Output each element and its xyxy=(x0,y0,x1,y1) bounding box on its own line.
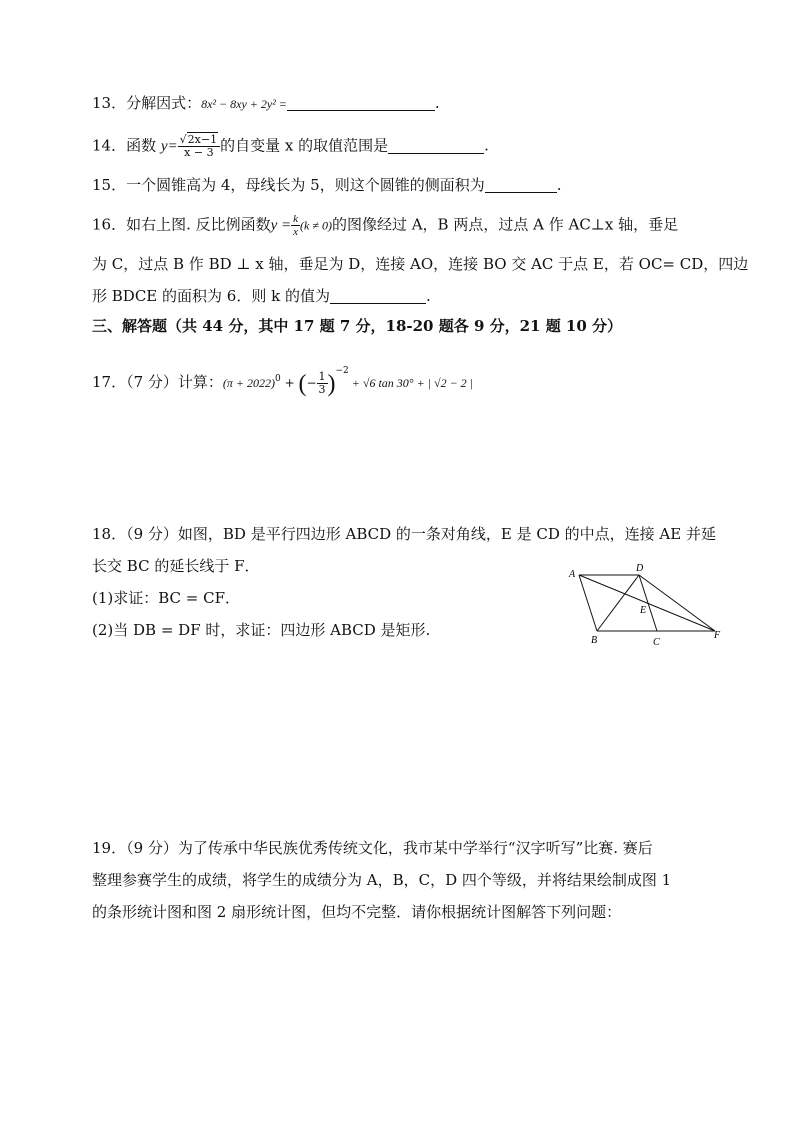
question-16-line-3 xyxy=(92,286,431,306)
q16-period: . xyxy=(425,287,431,305)
question-13 xyxy=(92,93,440,114)
q15-text: 15．一个圆锥高为 4，母线长为 5，则这个圆锥的侧面积为 xyxy=(92,176,485,194)
question-16-line-1 xyxy=(92,213,678,238)
q13-answer-blank[interactable] xyxy=(287,96,435,111)
question-15 xyxy=(92,175,562,195)
side-ab xyxy=(579,575,597,631)
question-18-part-1: (1)求证：BC = CF． xyxy=(92,589,241,607)
question-19-line-3: 的条形统计图和图 2 扇形统计图，但均不完整．请你根据统计图解答下列问题： xyxy=(92,903,622,921)
left-paren-icon: ( xyxy=(298,371,307,397)
q13-expression: 8x² − 8xy + 2y² = xyxy=(201,97,287,111)
q16-line3-text: 形 BDCE 的面积为 6．则 k 的值为 xyxy=(92,287,330,305)
label-d: D xyxy=(636,563,644,574)
question-19-line-2: 整理参赛学生的成绩，将学生的成绩分为 A，B，C，D 四个等级，并将结果绘制成图 1 xyxy=(92,871,672,889)
q16-answer-blank[interactable] xyxy=(330,289,426,304)
question-19-line-1: 19．（9 分）为了传承中华民族优秀传统文化，我市某中学举行“汉字听写”比赛. 赛后 xyxy=(92,839,653,857)
q17-frac-num: 1 xyxy=(318,369,326,383)
q15-answer-blank[interactable] xyxy=(485,178,557,193)
q17-fraction xyxy=(317,371,328,396)
right-paren-icon: ) xyxy=(327,371,336,397)
question-16-line-2: 为 C，过点 B 作 BD ⊥ x 轴，垂足为 D，连接 AO，连接 BO 交 AC 于点 E，若 OC= CD，四边 xyxy=(92,255,749,273)
q14-y: y= xyxy=(160,138,178,155)
q17-label: 17．（7 分）计算： xyxy=(92,373,223,391)
question-18-line-2: 长交 BC 的延长线于 F． xyxy=(92,557,260,575)
label-a: A xyxy=(569,569,576,580)
q14-fraction xyxy=(178,134,220,159)
line-af xyxy=(579,575,715,631)
q14-denominator: x − 3 xyxy=(184,146,214,159)
section-3-heading: 三、解答题（共 44 分，其中 17 题 7 分，18-20 题各 9 分，21 题 10 分） xyxy=(92,317,623,335)
question-18-line-1: 18．（9 分）如图，BD 是平行四边形 ABCD 的一条对角线，E 是 CD 的中点，连接 AE 并延 xyxy=(92,525,716,543)
q14-numerator: 2x−1 xyxy=(187,133,218,146)
label-c: C xyxy=(653,637,660,648)
q16-k: k xyxy=(293,213,299,225)
line-df xyxy=(639,575,715,631)
q16-x: x xyxy=(293,226,299,238)
diagonal-bd xyxy=(597,575,639,631)
q17-plus: + xyxy=(280,376,299,390)
q17-frac-den: 3 xyxy=(318,382,326,396)
q14-text: 的自变量 x 的取值范围是 xyxy=(220,136,389,155)
q16-fraction xyxy=(291,213,300,238)
q13-label: 13．分解因式： xyxy=(92,94,202,112)
label-b: B xyxy=(591,635,598,646)
question-14 xyxy=(92,134,489,159)
q14-period: . xyxy=(484,136,489,155)
q17-term-1: (π + 2022) xyxy=(222,376,276,390)
label-f: F xyxy=(714,630,721,641)
q14-label: 14．函数 xyxy=(92,136,157,155)
q17-rest: + √6 tan 30° + | √2 − 2 | xyxy=(348,376,473,390)
sqrt-icon: √ xyxy=(179,133,187,146)
label-e: E xyxy=(640,605,647,616)
q15-period: . xyxy=(556,176,562,194)
q16-function: y = xyxy=(270,217,292,234)
q16-condition: (k ≠ 0) xyxy=(300,218,332,233)
q13-period: . xyxy=(434,94,440,112)
q14-answer-blank[interactable] xyxy=(388,139,484,154)
q17-exponent: −2 xyxy=(335,366,349,376)
q16-line1-rest: 的图像经过 A，B 两点，过点 A 作 AC⊥x 轴，垂足 xyxy=(331,215,679,234)
q17-minus: − xyxy=(306,376,317,390)
question-17 xyxy=(92,356,473,397)
question-18-part-2: (2)当 DB = DF 时，求证：四边形 ABCD 是矩形. xyxy=(92,621,431,639)
q18-parallelogram-figure xyxy=(560,560,730,652)
q16-intro: 16．如右上图. 反比例函数 xyxy=(92,215,271,234)
q17-exponent-0: 0 xyxy=(275,374,281,384)
